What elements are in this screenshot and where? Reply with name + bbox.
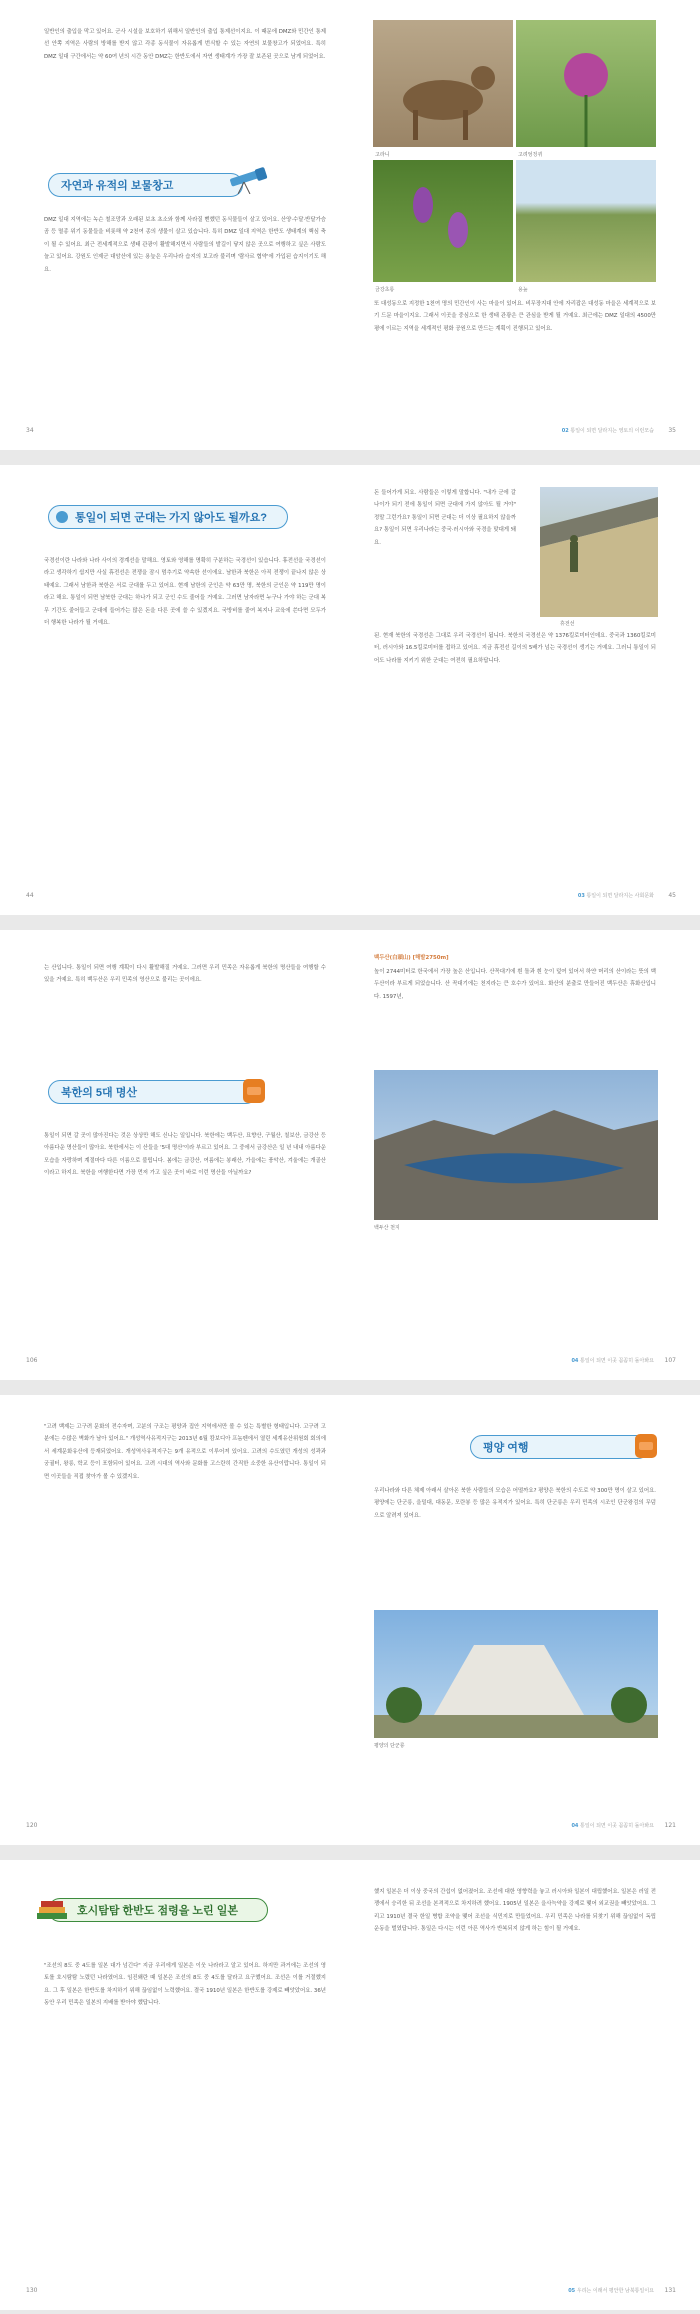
- photo-caption: 휴전선: [560, 621, 575, 627]
- subheading: 백두산(白頭山) [해발2750m]: [374, 955, 449, 961]
- running-header: 05 우리는 이래서 평안한 남북통일이요: [568, 2288, 654, 2294]
- page-number: 107: [664, 1357, 676, 1364]
- body-text: "조선의 8도 중 4도를 일본 대가 넘긴다" 지금 우리에게 일본은 이웃 나라라고 알고 있어요. 하지만 과거에는 조선의 영토를 호시탐탐 노렸던 나라였어요. 임진왜란 때 일본은 조선의 8도 중 4도를 달라고 요구했어요. 조선은 이를 거절했지요. 그 후 일본은 한반도를 차지하기 위해 끊임없이 노력했어요. 결국 1910년 일본은 한반도를 강제로 빼앗았어요. 36년 동안 우리 민족은 일본의 지배를 받아야 했답니다.: [44, 1963, 326, 2007]
- telescope-icon: [228, 164, 270, 194]
- running-header: 02 통일이 되면 달라지는 영토의 이런모습: [561, 428, 654, 434]
- lake-photo: [374, 1070, 658, 1220]
- bullet-icon: [55, 510, 69, 524]
- section-banner: [470, 1435, 650, 1459]
- thistle-photo: [516, 20, 656, 147]
- body-text: "고려 백제는 고구려 문화의 전수자며, 고분의 구조는 평양과 집안 지역에서만 볼 수 있는 특별한 형태입니다. 고구려 고분에는 수많은 벽화가 남아 있어요." 개성역사유적지구는 2013년 6월 캄보디아 프놈펜에서 열린 세계유산위원회 회의에서 세계문화유산에 등재되었어요. 개성역사유적지구는 9개 유적으로 이루어져 있어요. 고려의 수도였던 개성의 성곽과 궁궐터, 왕릉, 학교 등이 포함되어 있어요. 고려 시대의 역사와 문화를 고스란히 간직한 소중한 유산이랍니다. 통일이 되면 이곳들을 직접 찾아가 볼 수 있겠지요.: [44, 1424, 326, 1480]
- photo-caption: 평양의 단군릉: [374, 1743, 405, 1749]
- pyramid-photo: [374, 1610, 658, 1738]
- photo-caption: 백두산 천지: [374, 1225, 400, 1231]
- body-text: 국경선이란 나라와 나라 사이의 경계선을 말해요. 영토와 영해를 명확히 구분하는 국경선이 있습니다. 휴전선을 국경선이라고 생각하기 쉽지만 사실 휴전선은 전쟁을 잠시 멈추기로 약속한 선이에요. 남한과 북한은 아직 전쟁이 끝나지 않은 상태예요. 그래서 남한과 북한은 서로 군대를 두고 있어요. 현재 남한의 군인은 약 63만 명, 북한의 군인은 약 119만 명이라고 해요. 통일이 되면 남북한 군대는 하나가 되고 군인 수도 줄어들 거예요. 그러면 남자라면 누구나 가야 하는 군대 복무 기간도 줄어들고 군대에 들어가는 많은 돈을 다른 곳에 쓸 수 있겠지요. 국방비를 줄여 복지나 교육에 쓴다면 모두가 더 행복한 나라가 될 거예요.: [44, 558, 326, 627]
- page-number: 121: [664, 1822, 676, 1829]
- page-number: 35: [668, 427, 676, 434]
- section-banner: [48, 173, 243, 197]
- page-number: 131: [664, 2287, 676, 2294]
- photo-caption: 고려엉겅퀴: [518, 152, 543, 158]
- body-text: 일반인의 출입을 막고 있어요. 군사 시설을 보호하기 위해서 일반인의 출입 통제선이지요. 이 때문에 DMZ와 민간인 통제선 안쪽 지역은 사람의 방해를 받지 않고 각종 동식물이 자유롭게 번식할 수 있는 자연의 보물창고가 되었어요. 특히 DMZ 일대 구간에서는 약 60여 년의 시간 동안 DMZ는 한반도에서 자연 생태계가 가장 잘 보존된 곳으로 남게 되었어요.: [44, 29, 326, 60]
- page-number: 45: [668, 892, 676, 899]
- photo-caption: 금강초롱: [375, 287, 395, 293]
- books-icon: [35, 1895, 69, 1925]
- section-banner: [48, 1898, 268, 1922]
- page-number: 130: [26, 2287, 38, 2294]
- spread-1: [0, 0, 700, 450]
- spread-3: [0, 930, 700, 1380]
- deer-photo: [373, 20, 513, 147]
- body-text: 통일이 되면 갈 곳이 많아진다는 것은 상상만 해도 신나는 일입니다. 북한에는 백두산, 묘향산, 구월산, 칠보산, 금강산 등 아름다운 명산들이 많아요. 북한에서는 이 산들을 '5대 명산'이라 부르고 있어요. 그 중에서 금강산은 일 년 내내 아름다운 모습을 자랑하며 계절마다 다른 이름으로 불립니다. 봄에는 금강산, 여름에는 봉래산, 가을에는 풍악산, 겨울에는 개골산이라고 하지요. 북한을 여행한다면 가장 먼저 가고 싶은 곳이 바로 이런 명산들 아닐까요?: [44, 1133, 326, 1177]
- photo-caption: 고라니: [375, 152, 390, 158]
- body-text: 는 산입니다. 통일이 되면 여행 계획이 다시 활발해질 거예요. 그러면 우리 민족은 자유롭게 북한의 명산들을 여행할 수 있을 거예요. 특히 백두산은 우리 민족의 영산으로 불리는 곳이에요.: [44, 965, 326, 984]
- page-number: 34: [26, 427, 34, 434]
- body-text: 했지 일본은 더 이상 중국의 간섭이 없어졌어요. 조선에 대한 영향력을 놓고 러시아와 일본이 대립했어요. 일본은 러일 전쟁에서 승리한 뒤 조선을 본격적으로 차지하려 했어요. 1905년 일본은 을사늑약을 강제로 맺어 외교권을 빼앗았어요. 그리고 1910년 결국 한일 병합 조약을 맺어 조선을 식민지로 만들었어요. 우리 민족은 나라를 되찾기 위해 끊임없이 독립운동을 벌였답니다. 통일은 다시는 이런 아픈 역사가 반복되지 않게 하는 힘이 될 거예요.: [374, 1889, 656, 1933]
- wetland-photo: [516, 160, 656, 282]
- body-text: 우리나라와 다른 체제 아래서 살아온 북한 사람들의 모습은 어떨까요? 평양은 북한의 수도로 약 300만 명이 살고 있어요. 평양에는 단군릉, 을밀대, 대동문, 모란봉 등 많은 유적지가 있어요. 특히 단군릉은 우리 민족의 시조인 단군왕검의 무덤으로 알려져 있어요.: [374, 1488, 656, 1519]
- spread-2: [0, 465, 700, 915]
- page-number: 106: [26, 1357, 38, 1364]
- page-number: 44: [26, 892, 34, 899]
- backpack-icon: [239, 1073, 269, 1103]
- body-text: 높이 2744미터로 한국에서 가장 높은 산입니다. 산꼭대기에 흰 돌과 흰 눈이 덮여 있어서 하얀 머리의 산이라는 뜻의 백두산이라 부르게 되었습니다. 산 꼭대기에는 천지라는 큰 호수가 있어요. 화산의 분출로 만들어진 백두산은 휴화산입니다. 1597년,: [374, 969, 656, 1000]
- section-title: 호시탐탐 한반도 점령을 노린 일본: [77, 1905, 238, 1917]
- body-text: 또 대성동으로 지정한 1천여 명의 민간인이 사는 마을이 있어요. 비무장지대 안에 자리잡은 대성동 마을은 세계적으로 보기 드문 마을이지요. 그래서 이곳을 중심으로 한 생태 관광은 큰 관심을 받게 될 거예요. 최근에는 DMZ 일대의 4500만 평에 이르는 지역을 세계적인 평화 공원으로 만드는 계획이 진행되고 있어요.: [374, 301, 656, 332]
- body-text: DMZ 일대 지역에는 녹슨 철조망과 오래된 보초 초소와 함께 사라질 뻔했던 동식물들이 살고 있어요. 산양·수달·반달가슴곰 등 멸종 위기 동물들을 비롯해 약 2천여 종의 생물이 살고 있습니다. 특히 DMZ 일대 지역은 한반도 생태계의 핵심 축이 될 수 있어요. 최근 전세계적으로 생태 관광이 활발해지면서 사람들의 발길이 닿지 않은 곳으로 여행하고 싶은 사람도 늘고 있어요. 강원도 인제군 대암산에 있는 용늪은 우리나라 습지의 보고라 불리며 '람사르 협약'에 가입된 습지이기도 해요.: [44, 217, 326, 273]
- section-banner: [48, 505, 288, 529]
- page-number: 120: [26, 1822, 38, 1829]
- section-title: 평양 여행: [483, 1442, 529, 1454]
- section-title: 북한의 5대 명산: [61, 1087, 137, 1099]
- section-title: 자연과 유적의 보물창고: [61, 180, 174, 192]
- running-header: 03 통일이 되면 달라지는 사회문화: [577, 893, 654, 899]
- body-text: 된. 현재 북한의 국경선은 그대로 우리 국경선이 됩니다. 북한의 국경선은 약 1376킬로미터인데요. 중국과 1360킬로미터, 러시아와 16.5킬로미터를 접하고 있어요. 지금 휴전선 길이의 5배가 넘는 국경선이 생기는 거예요. 그러니 통일이 되어도 나라를 지키기 위한 군대는 여전히 필요하답니다.: [374, 633, 656, 664]
- running-header: 04 통일이 되면 이곳 꼼꼼히 돌아봐요: [571, 1823, 654, 1829]
- section-banner: [48, 1080, 258, 1104]
- section-title: 통일이 되면 군대는 가지 않아도 될까요?: [75, 512, 268, 524]
- running-header: 04 통일이 되면 이곳 꼼꼼히 돌아봐요: [571, 1358, 654, 1364]
- bellflower-photo: [373, 160, 513, 282]
- backpack-icon: [631, 1428, 661, 1458]
- spread-5: [0, 1860, 700, 2310]
- border-fence-photo: [540, 487, 658, 617]
- photo-caption: 용늪: [518, 287, 528, 293]
- spread-4: [0, 1395, 700, 1845]
- body-text: 돈 들어가게 되요. 사람들은 이렇게 말합니다. "내가 군에 갈 나이가 되기 전에 통일이 되면 군대에 가지 않아도 될 거야" 정말 그런가요? 통일이 되면 군대는 더 이상 필요하지 않을까요? 통일이 되면 우리나라는 중국·러시아와 국경을 맞대게 돼요.: [374, 490, 516, 546]
